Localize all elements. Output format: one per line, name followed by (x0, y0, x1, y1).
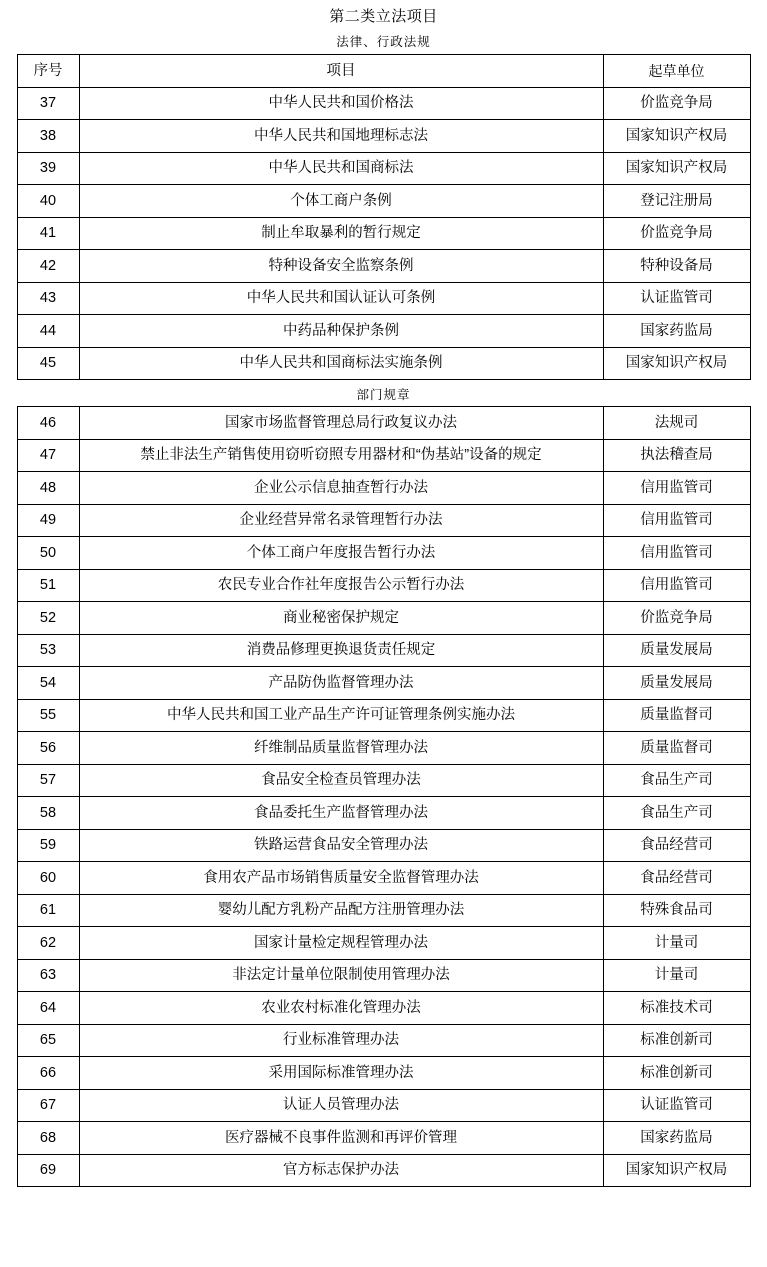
row-unit: 质量发展局 (603, 667, 750, 700)
table-row (17, 797, 750, 830)
row-unit: 执法稽查局 (603, 439, 750, 472)
row-no: 40 (17, 185, 79, 218)
table-row (17, 407, 750, 440)
table-row (17, 634, 750, 667)
row-item: 商业秘密保护规定 (79, 602, 603, 635)
row-no: 49 (17, 504, 79, 537)
row-unit: 法规司 (603, 407, 750, 440)
table-row (17, 764, 750, 797)
row-item: 中药品种保护条例 (79, 315, 603, 348)
column-header-no: 序号 (17, 55, 79, 88)
row-no: 45 (17, 347, 79, 380)
table-row (17, 959, 750, 992)
row-unit: 认证监管司 (603, 282, 750, 315)
row-item: 食品安全检查员管理办法 (79, 764, 603, 797)
document-page (0, 5, 767, 1267)
row-no: 42 (17, 250, 79, 283)
row-item: 铁路运营食品安全管理办法 (79, 829, 603, 862)
table-row (17, 1089, 750, 1122)
row-item: 企业经营异常名录管理暂行办法 (79, 504, 603, 537)
row-no: 50 (17, 537, 79, 570)
row-no: 65 (17, 1024, 79, 1057)
row-unit: 国家知识产权局 (603, 152, 750, 185)
row-no: 37 (17, 87, 79, 120)
row-no: 62 (17, 927, 79, 960)
row-item: 特种设备安全监察条例 (79, 250, 603, 283)
table-row (17, 152, 750, 185)
row-item: 中华人民共和国认证认可条例 (79, 282, 603, 315)
rules-table-body (17, 407, 750, 1187)
row-unit: 价监竞争局 (603, 87, 750, 120)
row-item: 中华人民共和国地理标志法 (79, 120, 603, 153)
row-unit: 国家知识产权局 (603, 120, 750, 153)
row-no: 54 (17, 667, 79, 700)
row-no: 52 (17, 602, 79, 635)
section-caption-rules: 部门规章 (356, 388, 411, 402)
row-item: 个体工商户条例 (79, 185, 603, 218)
page-title: 第二类立法项目 (329, 8, 438, 25)
row-unit: 标准创新司 (603, 1024, 750, 1057)
table-header-row (17, 55, 750, 88)
row-unit: 计量司 (603, 959, 750, 992)
row-no: 64 (17, 992, 79, 1025)
table-row (17, 537, 750, 570)
row-no: 51 (17, 569, 79, 602)
row-no: 46 (17, 407, 79, 440)
row-no: 47 (17, 439, 79, 472)
row-unit: 质量监督司 (603, 732, 750, 765)
table-row (17, 829, 750, 862)
row-unit: 信用监管司 (603, 537, 750, 570)
row-unit: 标准创新司 (603, 1057, 750, 1090)
row-unit: 价监竞争局 (603, 602, 750, 635)
row-unit: 食品经营司 (603, 829, 750, 862)
row-item: 中华人民共和国价格法 (79, 87, 603, 120)
row-unit: 特殊食品司 (603, 894, 750, 927)
table-row (17, 282, 750, 315)
row-item: 个体工商户年度报告暂行办法 (79, 537, 603, 570)
row-unit: 价监竞争局 (603, 217, 750, 250)
row-no: 44 (17, 315, 79, 348)
row-item: 食品委托生产监督管理办法 (79, 797, 603, 830)
row-unit: 国家药监局 (603, 315, 750, 348)
table-row (17, 1057, 750, 1090)
row-item: 纤维制品质量监督管理办法 (79, 732, 603, 765)
row-no: 43 (17, 282, 79, 315)
table-row (17, 602, 750, 635)
row-item: 行业标准管理办法 (79, 1024, 603, 1057)
row-no: 38 (17, 120, 79, 153)
row-item: 中华人民共和国工业产品生产许可证管理条例实施办法 (79, 699, 603, 732)
row-unit: 食品经营司 (603, 862, 750, 895)
row-no: 53 (17, 634, 79, 667)
table-row (17, 732, 750, 765)
row-unit: 认证监管司 (603, 1089, 750, 1122)
row-unit: 质量监督司 (603, 699, 750, 732)
column-header-unit: 起草单位 (603, 55, 750, 88)
table-row (17, 185, 750, 218)
row-no: 39 (17, 152, 79, 185)
column-header-item: 项目 (79, 55, 603, 88)
row-item: 食用农产品市场销售质量安全监督管理办法 (79, 862, 603, 895)
table-row (17, 1154, 750, 1187)
table-row (17, 250, 750, 283)
row-item: 婴幼儿配方乳粉产品配方注册管理办法 (79, 894, 603, 927)
row-unit: 食品生产司 (603, 764, 750, 797)
row-unit: 国家药监局 (603, 1122, 750, 1155)
row-item: 采用国际标准管理办法 (79, 1057, 603, 1090)
row-item: 禁止非法生产销售使用窃听窃照专用器材和“伪基站”设备的规定 (79, 439, 603, 472)
row-no: 67 (17, 1089, 79, 1122)
row-unit: 计量司 (603, 927, 750, 960)
table-row (17, 992, 750, 1025)
row-no: 56 (17, 732, 79, 765)
row-unit: 食品生产司 (603, 797, 750, 830)
row-unit: 质量发展局 (603, 634, 750, 667)
row-unit: 标准技术司 (603, 992, 750, 1025)
row-no: 57 (17, 764, 79, 797)
row-item: 中华人民共和国商标法实施条例 (79, 347, 603, 380)
section-caption-laws: 法律、行政法规 (336, 35, 431, 49)
row-item: 中华人民共和国商标法 (79, 152, 603, 185)
row-item: 官方标志保护办法 (79, 1154, 603, 1187)
table-row (17, 472, 750, 505)
table-row (17, 315, 750, 348)
row-item: 企业公示信息抽查暂行办法 (79, 472, 603, 505)
row-no: 66 (17, 1057, 79, 1090)
table-row (17, 699, 750, 732)
row-item: 国家计量检定规程管理办法 (79, 927, 603, 960)
table-row (17, 927, 750, 960)
row-item: 非法定计量单位限制使用管理办法 (79, 959, 603, 992)
row-no: 59 (17, 829, 79, 862)
row-unit: 信用监管司 (603, 569, 750, 602)
table-row (17, 87, 750, 120)
table-row (17, 1122, 750, 1155)
row-no: 68 (17, 1122, 79, 1155)
row-item: 制止牟取暴利的暂行规定 (79, 217, 603, 250)
row-item: 消费品修理更换退货责任规定 (79, 634, 603, 667)
row-no: 69 (17, 1154, 79, 1187)
row-unit: 信用监管司 (603, 472, 750, 505)
row-no: 58 (17, 797, 79, 830)
row-no: 61 (17, 894, 79, 927)
row-item: 农业农村标准化管理办法 (79, 992, 603, 1025)
row-item: 认证人员管理办法 (79, 1089, 603, 1122)
row-unit: 特种设备局 (603, 250, 750, 283)
row-unit: 登记注册局 (603, 185, 750, 218)
row-item: 农民专业合作社年度报告公示暂行办法 (79, 569, 603, 602)
row-unit: 国家知识产权局 (603, 347, 750, 380)
table-row (17, 667, 750, 700)
laws-table (17, 54, 751, 380)
row-no: 60 (17, 862, 79, 895)
table-row (17, 1024, 750, 1057)
row-unit: 信用监管司 (603, 504, 750, 537)
table-row (17, 569, 750, 602)
row-unit: 国家知识产权局 (603, 1154, 750, 1187)
row-no: 48 (17, 472, 79, 505)
row-item: 国家市场监督管理总局行政复议办法 (79, 407, 603, 440)
table-row (17, 120, 750, 153)
row-item: 产品防伪监督管理办法 (79, 667, 603, 700)
row-no: 63 (17, 959, 79, 992)
laws-table-body (17, 55, 750, 380)
row-no: 41 (17, 217, 79, 250)
row-no: 55 (17, 699, 79, 732)
table-row (17, 894, 750, 927)
table-row (17, 862, 750, 895)
table-row (17, 439, 750, 472)
row-item: 医疗器械不良事件监测和再评价管理 (79, 1122, 603, 1155)
table-row (17, 504, 750, 537)
rules-table (17, 406, 751, 1187)
table-row (17, 217, 750, 250)
table-row (17, 347, 750, 380)
